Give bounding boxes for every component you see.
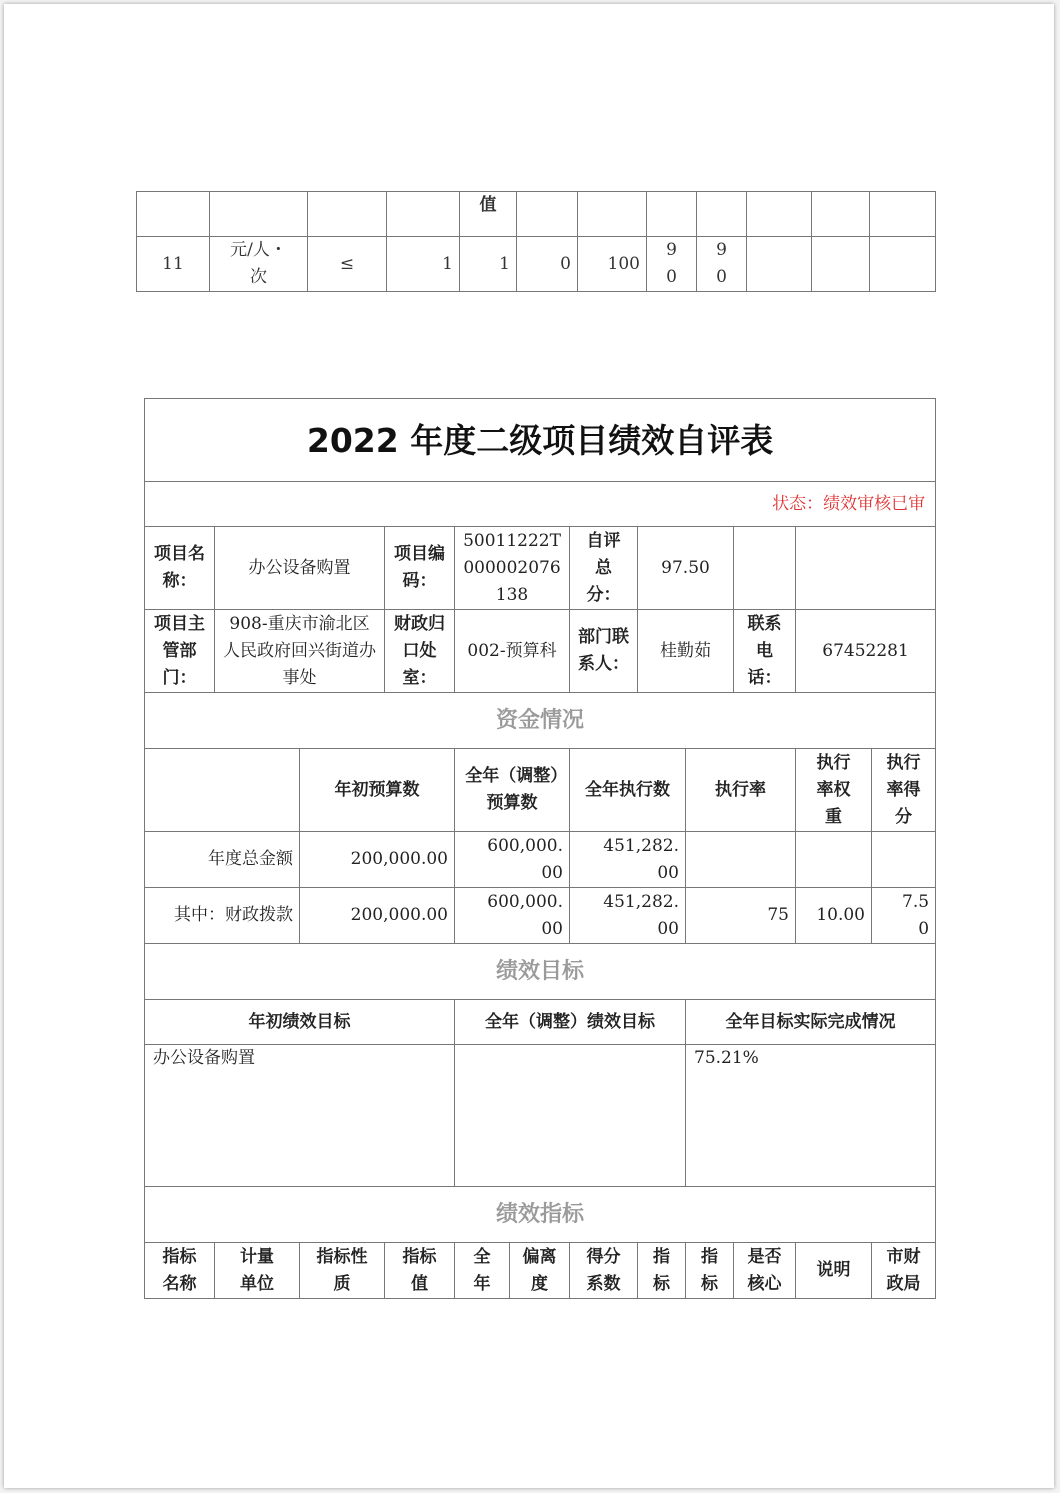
dept-value: 908-重庆市渝北区人民政府回兴街道办事处	[215, 610, 385, 693]
col-is-core: 是否核心	[734, 1243, 796, 1299]
project-code-value: 50011222T000002076138	[455, 527, 570, 610]
document-page	[4, 4, 1054, 1488]
indicator-cell: 90	[697, 237, 747, 292]
executed-cell: 451,282.00	[570, 888, 686, 944]
col-executed: 全年执行数	[570, 749, 686, 832]
table-row	[145, 832, 936, 888]
col-rate-weight: 执行率权重	[796, 749, 872, 832]
status-text: 状态：绩效审核已审	[145, 482, 936, 527]
rate-cell	[686, 832, 796, 888]
funds-header-row	[145, 749, 936, 832]
value-header: 值	[460, 192, 517, 237]
finance-value: 002-预算科	[455, 610, 570, 693]
phone-value: 67452281	[796, 610, 936, 693]
project-code-label: 项目编码：	[385, 527, 455, 610]
deviation-cell: 0	[517, 237, 578, 292]
project-info-row	[145, 527, 936, 610]
seq-cell: 11	[137, 237, 210, 292]
col-coefficient: 得分系数	[570, 1243, 638, 1299]
adjusted-goal-text	[455, 1045, 686, 1187]
self-score-label: 自评总分：	[570, 527, 638, 610]
coefficient-cell: 100	[578, 237, 647, 292]
initial-goal-text: 办公设备购置	[145, 1045, 455, 1187]
initial-cell: 200,000.00	[300, 832, 455, 888]
value-cell: 1	[387, 237, 460, 292]
col-unit: 计量单位	[215, 1243, 300, 1299]
weight-cell	[796, 832, 872, 888]
col-initial-goal: 年初绩效目标	[145, 1000, 455, 1045]
col-deviation: 偏离度	[510, 1243, 570, 1299]
year-value-cell: 1	[460, 237, 517, 292]
row-label: 年度总金额	[145, 832, 300, 888]
col-finance-bureau: 市财政局	[872, 1243, 936, 1299]
section-funds-title: 资金情况	[145, 693, 936, 749]
col-initial-budget: 年初预算数	[300, 749, 455, 832]
col-value: 指标值	[385, 1243, 455, 1299]
col-indicator-a: 指标	[638, 1243, 686, 1299]
project-name-label: 项目名称：	[145, 527, 215, 610]
col-indicator-name: 指标名称	[145, 1243, 215, 1299]
dept-label: 项目主管部门：	[145, 610, 215, 693]
col-year: 全年	[455, 1243, 510, 1299]
unit-cell: 元/人・次	[210, 237, 308, 292]
actual-completion-text: 75.21%	[686, 1045, 936, 1187]
indicator-cell: 90	[647, 237, 697, 292]
evaluation-form	[144, 398, 936, 1299]
dept-info-row	[145, 610, 936, 693]
section-goals-title: 绩效目标	[145, 944, 936, 1000]
contact-value: 桂勤茹	[638, 610, 734, 693]
row-label: 其中：财政拨款	[145, 888, 300, 944]
goals-header-row	[145, 1000, 936, 1045]
indicators-header-row	[145, 1243, 936, 1299]
col-exec-rate: 执行率	[686, 749, 796, 832]
executed-cell: 451,282.00	[570, 832, 686, 888]
project-name-value: 办公设备购置	[215, 527, 385, 610]
col-rate-score: 执行率得分	[872, 749, 936, 832]
initial-cell: 200,000.00	[300, 888, 455, 944]
adjusted-cell: 600,000.00	[455, 832, 570, 888]
table-row	[145, 888, 936, 944]
col-indicator-b: 指标	[686, 1243, 734, 1299]
rate-cell: 75	[686, 888, 796, 944]
col-adjusted-goal: 全年（调整）绩效目标	[455, 1000, 686, 1045]
form-title: 2022 年度二级项目绩效自评表	[145, 399, 936, 482]
indicator-table-continued	[136, 191, 936, 292]
self-score-value: 97.50	[638, 527, 734, 610]
table-row	[137, 237, 936, 292]
compare-cell: ≤	[308, 237, 387, 292]
section-indicators-title: 绩效指标	[145, 1187, 936, 1243]
adjusted-cell: 600,000.00	[455, 888, 570, 944]
col-adjusted-budget: 全年（调整）预算数	[455, 749, 570, 832]
finance-label: 财政归口处室：	[385, 610, 455, 693]
weight-cell: 10.00	[796, 888, 872, 944]
goals-row	[145, 1045, 936, 1187]
score-cell: 7.50	[872, 888, 936, 944]
phone-label: 联系电话：	[734, 610, 796, 693]
table-row	[137, 192, 936, 237]
col-nature: 指标性质	[300, 1243, 385, 1299]
col-actual-completion: 全年目标实际完成情况	[686, 1000, 936, 1045]
score-cell	[872, 832, 936, 888]
col-note: 说明	[796, 1243, 872, 1299]
contact-label: 部门联系人：	[570, 610, 638, 693]
